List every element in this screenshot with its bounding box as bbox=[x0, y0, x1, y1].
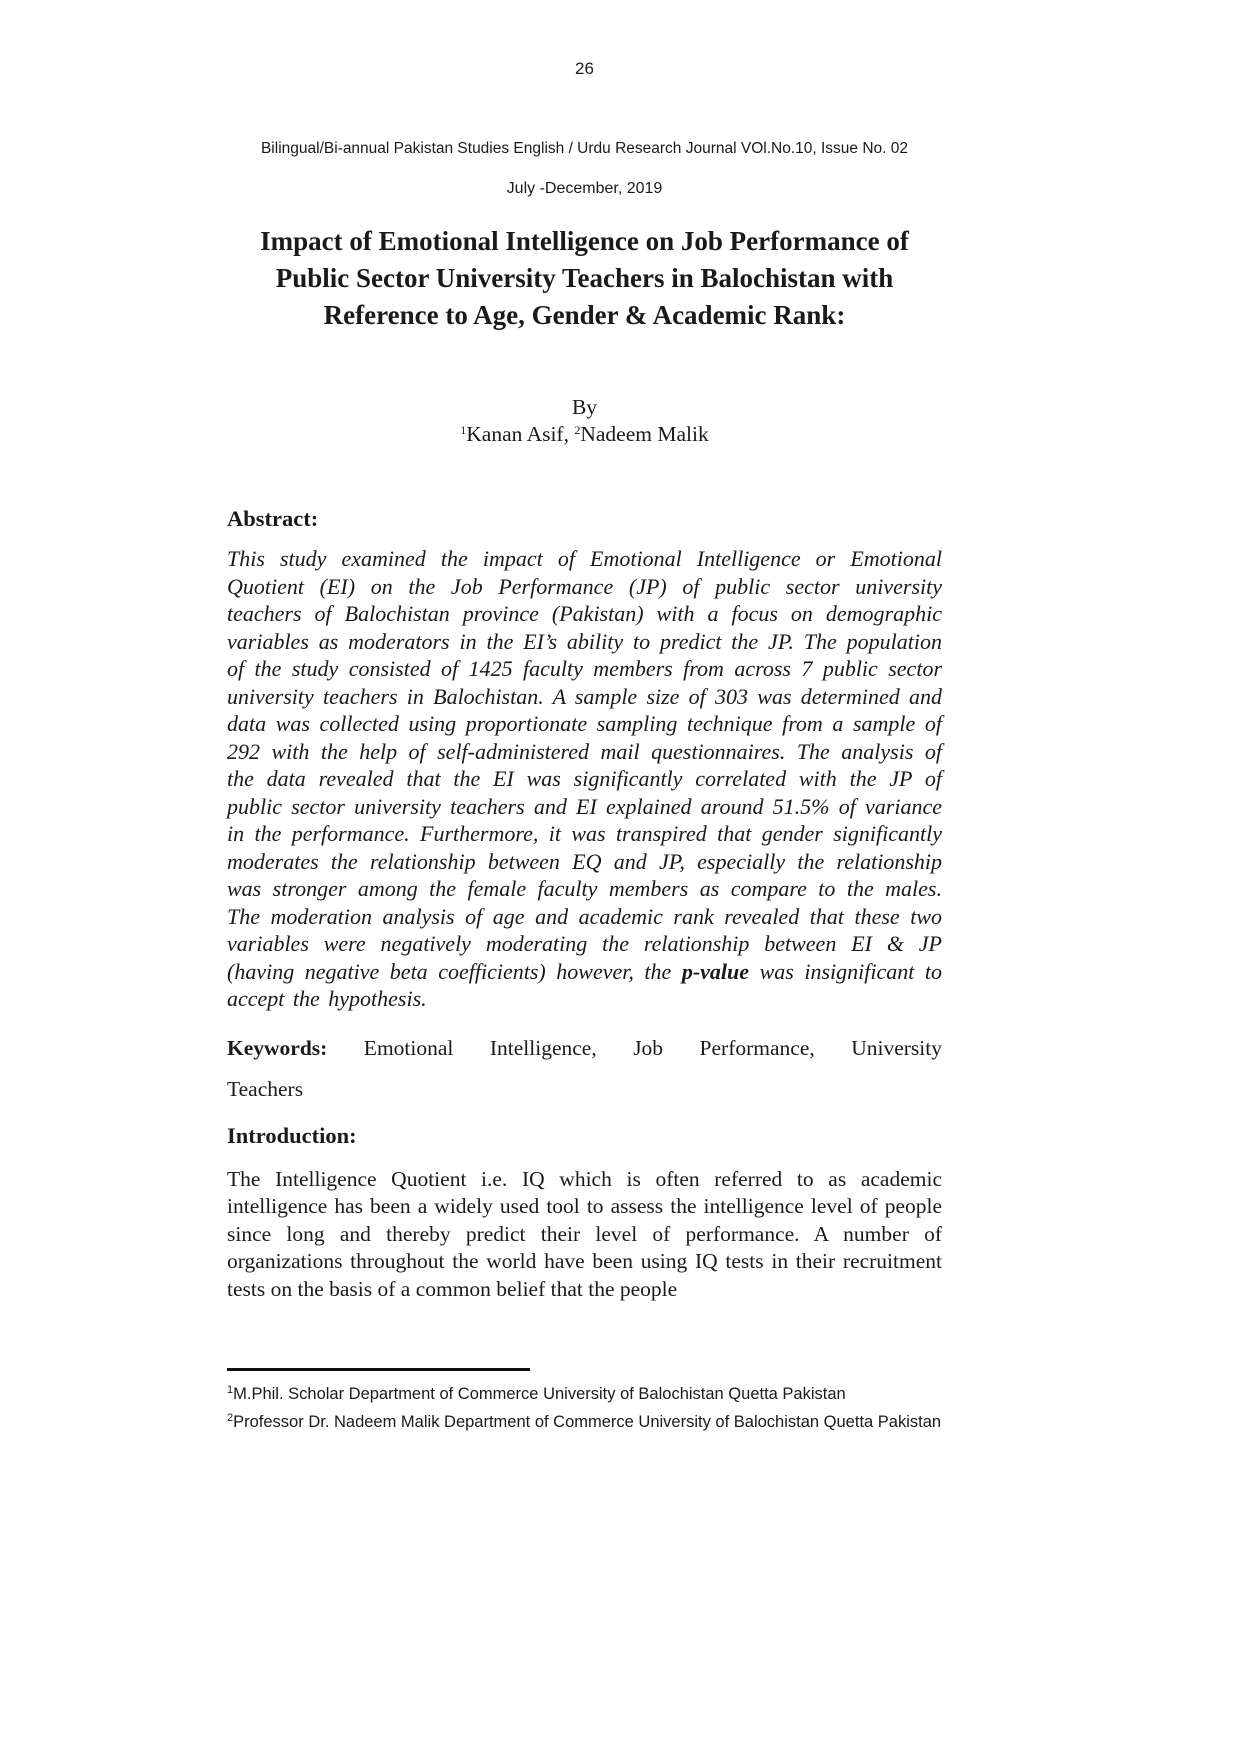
keywords-line bbox=[227, 1034, 942, 1062]
footnote-1-text: M.Phil. Scholar Department of Commerce University of Balochistan Quetta Pakistan bbox=[233, 1385, 846, 1403]
keywords-label: Keywords: bbox=[227, 1035, 328, 1060]
footnote-1 bbox=[227, 1381, 942, 1409]
abstract-text-part1: This study examined the impact of Emotional Intelligence or Emotional Quotient (EI) on the Job Performance (JP) of public sector university teachers of Balochistan province (Pakistan) with a focus on demographic variables as moderators in the EI’s ability to predict the JP. The population of the study consisted of 1425 faculty members from across 7 public sector university teachers in Balochistan. A sample size of 303 was determined and data was collected using proportionate sampling technique from a sample of 292 with the help of self-administered mail questionnaires. The analysis of the data revealed that the EI was significantly correlated with the JP of public sector university teachers and EI explained around 51.5% of variance in the performance. Furthermore, it was transpired that gender significantly moderates the relationship between EQ and JP, especially the relationship was stronger among the female faculty members as compare to the males. The moderation analysis of age and academic rank revealed that these two variables were negatively moderating the relationship between EI & JP (having negative beta coefficients) however, the bbox=[227, 546, 942, 984]
abstract-text-part2: was insignificant to accept the hypothesis. bbox=[227, 958, 942, 1011]
footnote-area bbox=[227, 1368, 942, 1436]
issue-date-line: July -December, 2019 bbox=[506, 180, 663, 197]
abstract-heading: Abstract: bbox=[227, 506, 319, 531]
journal-title-line: Bilingual/Bi-annual Pakistan Studies English / Urdu Research Journal VOl.No.10, Issue No. 02 bbox=[260, 140, 909, 157]
introduction-text: The Intelligence Quotient i.e. IQ which is often referred to as academic intelligence has been a widely used tool to assess the intelligence level of people since long and thereby predict their level of performance. A number of organizations throughout the world have been using IQ tests in their recruitment tests on the basis of a common belief that the people bbox=[227, 1166, 942, 1301]
p-value-emphasis: p-value bbox=[681, 958, 750, 984]
abstract-text bbox=[227, 545, 942, 1013]
text-column bbox=[227, 0, 942, 1303]
footnote-separator-rule bbox=[227, 1368, 530, 1371]
footnote-1-marker: 1 bbox=[227, 1384, 234, 1396]
author-1-footnote-ref: 1 bbox=[460, 423, 467, 437]
article-title-line-3: Reference to Age, Gender & Academic Rank: bbox=[323, 300, 846, 330]
article-title-line-1: Impact of Emotional Intelligence on Job Performance of bbox=[260, 226, 909, 256]
footnote-2-text: Professor Dr. Nadeem Malik Department of Commerce University of Balochistan Quetta Pakistan bbox=[233, 1412, 942, 1431]
footnote-2 bbox=[227, 1409, 942, 1437]
author-1-name: Kanan Asif, bbox=[466, 422, 575, 446]
authors-line bbox=[227, 420, 942, 448]
footnote-2-marker: 2 bbox=[227, 1411, 234, 1424]
author-2-name: Nadeem Malik bbox=[580, 422, 709, 446]
keywords-text: Emotional Intelligence, Job Performance, University bbox=[327, 1035, 942, 1060]
introduction-heading: Introduction: bbox=[227, 1122, 357, 1148]
keywords-continuation: Teachers bbox=[227, 1076, 304, 1101]
page-number: 26 bbox=[575, 59, 594, 78]
author-2-footnote-ref: 2 bbox=[574, 423, 581, 437]
article-title bbox=[227, 223, 942, 334]
article-title-line-2: Public Sector University Teachers in Balochistan with bbox=[275, 263, 894, 293]
byline: By bbox=[571, 395, 598, 419]
